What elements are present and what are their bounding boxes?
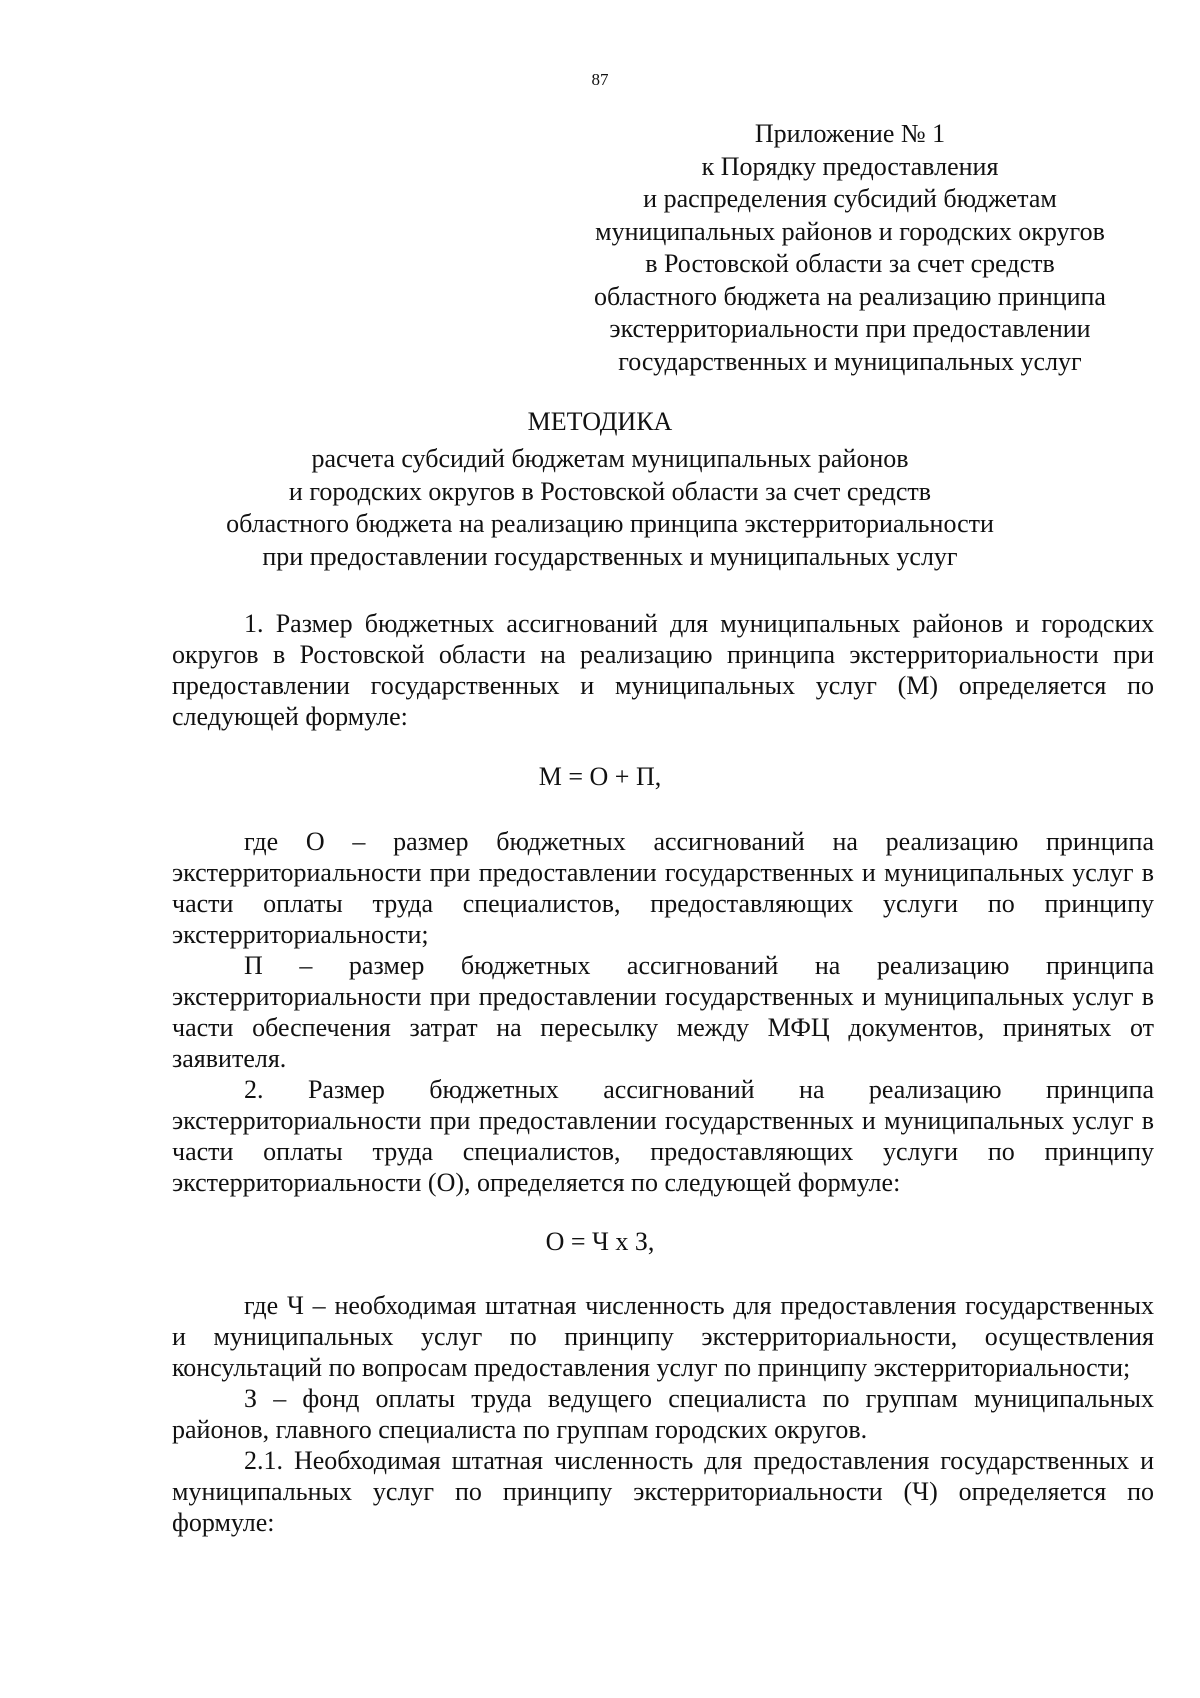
paragraph-2: 2. Размер бюджетных ассигнований на реализацию принципа экстерриториальности при предоставлении государственных и муниципальных услуг в части оплаты труда специалистов, предоставляющих услуги по принципу экстерриториальности (О), определяется по следующей формуле:: [172, 1075, 1154, 1197]
appendix-line: областного бюджета на реализацию принципа: [594, 281, 1106, 311]
section-1: [172, 608, 1154, 732]
document-subtitle: [170, 443, 1050, 573]
formula-m: М = О + П,: [538, 762, 662, 791]
document-title: МЕТОДИКА: [527, 407, 673, 436]
appendix-heading: [560, 118, 1140, 378]
subtitle-line: и городских округов в Ростовской области за счет средств: [288, 476, 932, 506]
paragraph-1: 1. Размер бюджетных ассигнований для муниципальных районов и городских округов в Ростовской области на реализацию принципа экстерриториальности при предоставлении государственных и муниципальных услуг (М) определяется по следующей формуле:: [172, 609, 1154, 731]
appendix-line: Приложение № 1: [754, 119, 946, 148]
formula-o: О = Ч х З,: [545, 1227, 655, 1256]
paragraph-definition-o: где О – размер бюджетных ассигнований на реализацию принципа экстерриториальности при предоставлении государственных и муниципальных услуг в части оплаты труда специалистов, предоставляющих услуги по принципу экстерриториальности;: [172, 827, 1154, 949]
appendix-line: экстерриториальности при предоставлении: [609, 314, 1091, 343]
paragraph-definition-p: П – размер бюджетных ассигнований на реализацию принципа экстерриториальности при предоставлении государственных и муниципальных услуг в части обеспечения затрат на пересылку между МФЦ документов, принятых от заявителя.: [172, 951, 1154, 1073]
section-2-definitions: [172, 1290, 1154, 1538]
subtitle-line: при предоставлении государственных и муниципальных услуг: [262, 541, 958, 571]
appendix-line: государственных и муниципальных услуг: [618, 346, 1082, 376]
page-number: 87: [591, 70, 609, 89]
appendix-line: в Ростовской области за счет средств: [645, 249, 1055, 278]
paragraph-definition-ch: где Ч – необходимая штатная численность для предоставления государственных и муниципальных услуг по принципу экстерриториальности, осуществления консультаций по вопросам предоставления услуг по принципу экстерриториальности;: [172, 1291, 1154, 1382]
appendix-line: муниципальных районов и городских округов: [595, 216, 1105, 246]
appendix-line: к Порядку предоставления: [701, 151, 999, 181]
section-1-definitions: [172, 826, 1154, 1198]
subtitle-line: областного бюджета на реализацию принципа экстерриториальности: [226, 509, 994, 538]
subtitle-line: расчета субсидий бюджетам муниципальных районов: [311, 444, 909, 473]
paragraph-definition-z: З – фонд оплаты труда ведущего специалиста по группам муниципальных районов, главного специалиста по группам городских округов.: [172, 1384, 1154, 1444]
paragraph-2-1: 2.1. Необходимая штатная численность для предоставления государственных и муниципальных услуг по принципу экстерриториальности (Ч) определяется по формуле:: [172, 1446, 1154, 1537]
appendix-line: и распределения субсидий бюджетам: [643, 184, 1057, 213]
